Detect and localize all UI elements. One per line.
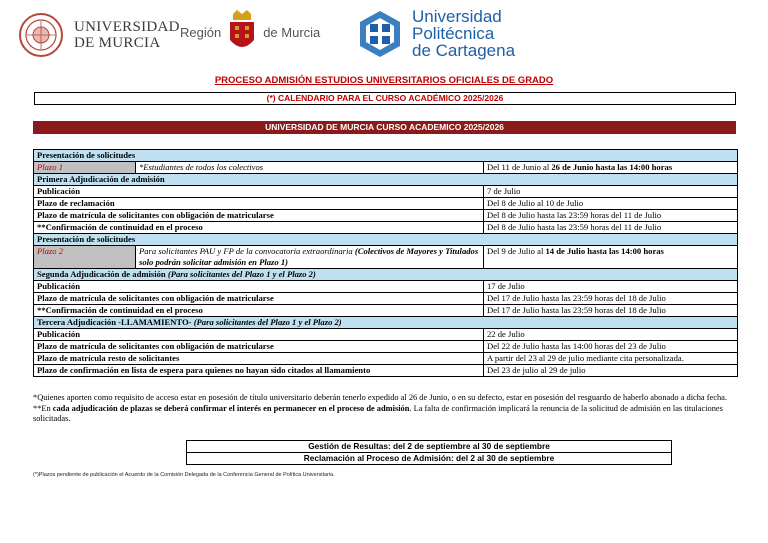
- notes: [33, 393, 737, 425]
- row-label: Plazo de matrícula resto de solicitantes: [34, 353, 484, 365]
- section-tercera-note: (Para solicitantes del Plazo 1 y el Plazo 2): [193, 317, 342, 327]
- row-label: Plazo de matrícula de solicitantes con obligación de matricularse: [34, 293, 484, 305]
- upct-line3: de Cartagena: [412, 41, 516, 60]
- plazo-2-date: [484, 246, 738, 269]
- row-label: **Confirmación de continuidad en el proceso: [34, 222, 484, 234]
- region-text-right: de Murcia: [263, 24, 321, 40]
- row-label: Plazo de confirmación en lista de espera para quienes no hayan sido citados al llamamiento: [34, 365, 484, 377]
- note-2-start: **En: [33, 403, 53, 413]
- plazo-2-date-end: 14 de Julio hasta las 14:00 horas: [545, 246, 664, 256]
- row-date: Del 17 de Julio hasta las 23:59 horas del 18 de Julio: [484, 293, 738, 305]
- row-date: Del 23 de julio al 29 de julio: [484, 365, 738, 377]
- section-segunda-note: (Para solicitantes del Plazo 1 y el Plazo 2): [167, 269, 316, 279]
- table-section-row: [34, 317, 738, 329]
- plazo-1-label: Plazo 1: [34, 162, 136, 174]
- plazo-1-date: [484, 162, 738, 174]
- table-row: [34, 353, 738, 365]
- plazo-2-date-start: Del 9 de Julio al: [487, 246, 546, 256]
- plazo-2-desc-b: (Colectivos de Mayores y Titulados solo podrán solicitar admisión en Plazo 1): [139, 246, 479, 267]
- main-title: PROCESO ADMISIÓN ESTUDIOS UNIVERSITARIOS OFICIALES DE GRADO: [214, 75, 554, 86]
- plazo-1-date-end: 26 de Junio hasta las 14:00 horas: [551, 162, 673, 172]
- row-label: **Confirmación de continuidad en el proceso: [34, 305, 484, 317]
- region-de-murcia-logo: [180, 10, 320, 54]
- region-text-left: Región: [180, 24, 222, 40]
- section-segunda-title: Segunda Adjudicación de admisión: [37, 269, 168, 279]
- row-date: Del 8 de Julio al 10 de Julio: [484, 198, 738, 210]
- section-primera-adjudicacion: Primera Adjudicación de admisión: [34, 174, 738, 186]
- table-row: [34, 329, 738, 341]
- table-section-row: [34, 269, 738, 281]
- table-row: [34, 246, 738, 269]
- plazo-1-date-start: Del 11 de Junio al: [487, 162, 552, 172]
- table-row: [34, 198, 738, 210]
- table-row: [34, 186, 738, 198]
- calendar-title: (*) CALENDARIO PARA EL CURSO ACADÉMICO 2025/2026: [34, 92, 736, 105]
- um-seal-icon: [18, 12, 64, 58]
- row-date: 22 de Julio: [484, 329, 738, 341]
- row-date: Del 17 de Julio hasta las 23:59 horas del 18 de Julio: [484, 305, 738, 317]
- row-date: Del 22 de Julio hasta las 14:00 horas del 23 de Julio: [484, 341, 738, 353]
- results-line-2: Reclamación al Proceso de Admisión: del 2 al 30 de septiembre: [187, 452, 671, 464]
- table-section-row: [34, 234, 738, 246]
- upct-line2: Politécnica: [412, 24, 495, 43]
- row-label: Publicación: [34, 281, 484, 293]
- calendar-table: [33, 149, 738, 377]
- note-2-bold: cada adjudicación de plazas se deberá confirmar el interés en permanecer en el proceso de admisión: [52, 403, 410, 413]
- row-date: 17 de Julio: [484, 281, 738, 293]
- table-row: [34, 365, 738, 377]
- footnote: (*)Plazos pendiente de publicación el Acuerdo de la Comisión Delegada de la Conferencia General de Política Universitaria.: [33, 472, 335, 478]
- section-presentacion-2: Presentación de solicitudes: [34, 234, 738, 246]
- row-date: Del 8 de Julio hasta las 23:59 horas del 11 de Julio: [484, 222, 738, 234]
- um-name-line1: UNIVERSIDAD: [74, 19, 180, 35]
- plazo-2-description: [136, 246, 484, 269]
- plazo-1-description: *Estudiantes de todos los colectivos: [136, 162, 484, 174]
- table-row: [34, 162, 738, 174]
- um-name-line2: DE MURCIA: [74, 35, 161, 51]
- header: [0, 4, 768, 72]
- results-line-1: Gestión de Resultas: del 2 de septiembre al 30 de septiembre: [308, 441, 550, 451]
- row-date: 7 de Julio: [484, 186, 738, 198]
- table-section-row: [34, 174, 738, 186]
- note-1: *Quienes aporten como requisito de acceso estar en posesión de título universitario deberán tenerlo expedido al 26 de Junio, o en su defecto, estar en posesión del resguardo de haberlo abonado a dicha fecha.: [33, 393, 727, 402]
- table-section-row: [34, 150, 738, 162]
- table-row: [34, 293, 738, 305]
- row-label: Publicación: [34, 329, 484, 341]
- table-row: [34, 210, 738, 222]
- note-2: [33, 404, 737, 425]
- row-date: A partir del 23 al 29 de julio mediante cita personalizada.: [484, 353, 738, 365]
- row-label: Publicación: [34, 186, 484, 198]
- section-tercera-title: Tercera Adjudicación -LLAMAMIENTO-: [37, 317, 194, 327]
- row-label: Plazo de matrícula de solicitantes con obligación de matricularse: [34, 210, 484, 222]
- section-presentacion-1: Presentación de solicitudes: [34, 150, 738, 162]
- universidad-de-murcia-logo: [18, 12, 180, 58]
- section-tercera-adjudicacion: [34, 317, 738, 329]
- upct-emblem-icon: [356, 10, 404, 58]
- table-row: [34, 222, 738, 234]
- note-2-end: . La falta de confirmación implicará la renuncia de la solicitud de admisión en las titulaciones solicitadas.: [33, 403, 723, 423]
- table-row: [34, 305, 738, 317]
- plazo-2-desc-a: Para solicitantes PAU y FP de la convocatoria extraordinaria: [139, 246, 355, 256]
- results-box: [186, 440, 672, 465]
- table-row: [34, 281, 738, 293]
- row-label: Plazo de reclamación: [34, 198, 484, 210]
- upct-line1: Universidad: [412, 7, 502, 26]
- plazo-2-label: Plazo 2: [34, 246, 136, 269]
- row-label: Plazo de matrícula de solicitantes con obligación de matricularse: [34, 341, 484, 353]
- table-row: [34, 341, 738, 353]
- upct-logo: [356, 8, 515, 59]
- section-segunda-adjudicacion: [34, 269, 738, 281]
- row-date: Del 8 de Julio hasta las 23:59 horas del 11 de Julio: [484, 210, 738, 222]
- region-shield-icon: [227, 10, 257, 54]
- university-banner: UNIVERSIDAD DE MURCIA CURSO ACADEMICO 2025/2026: [33, 121, 736, 134]
